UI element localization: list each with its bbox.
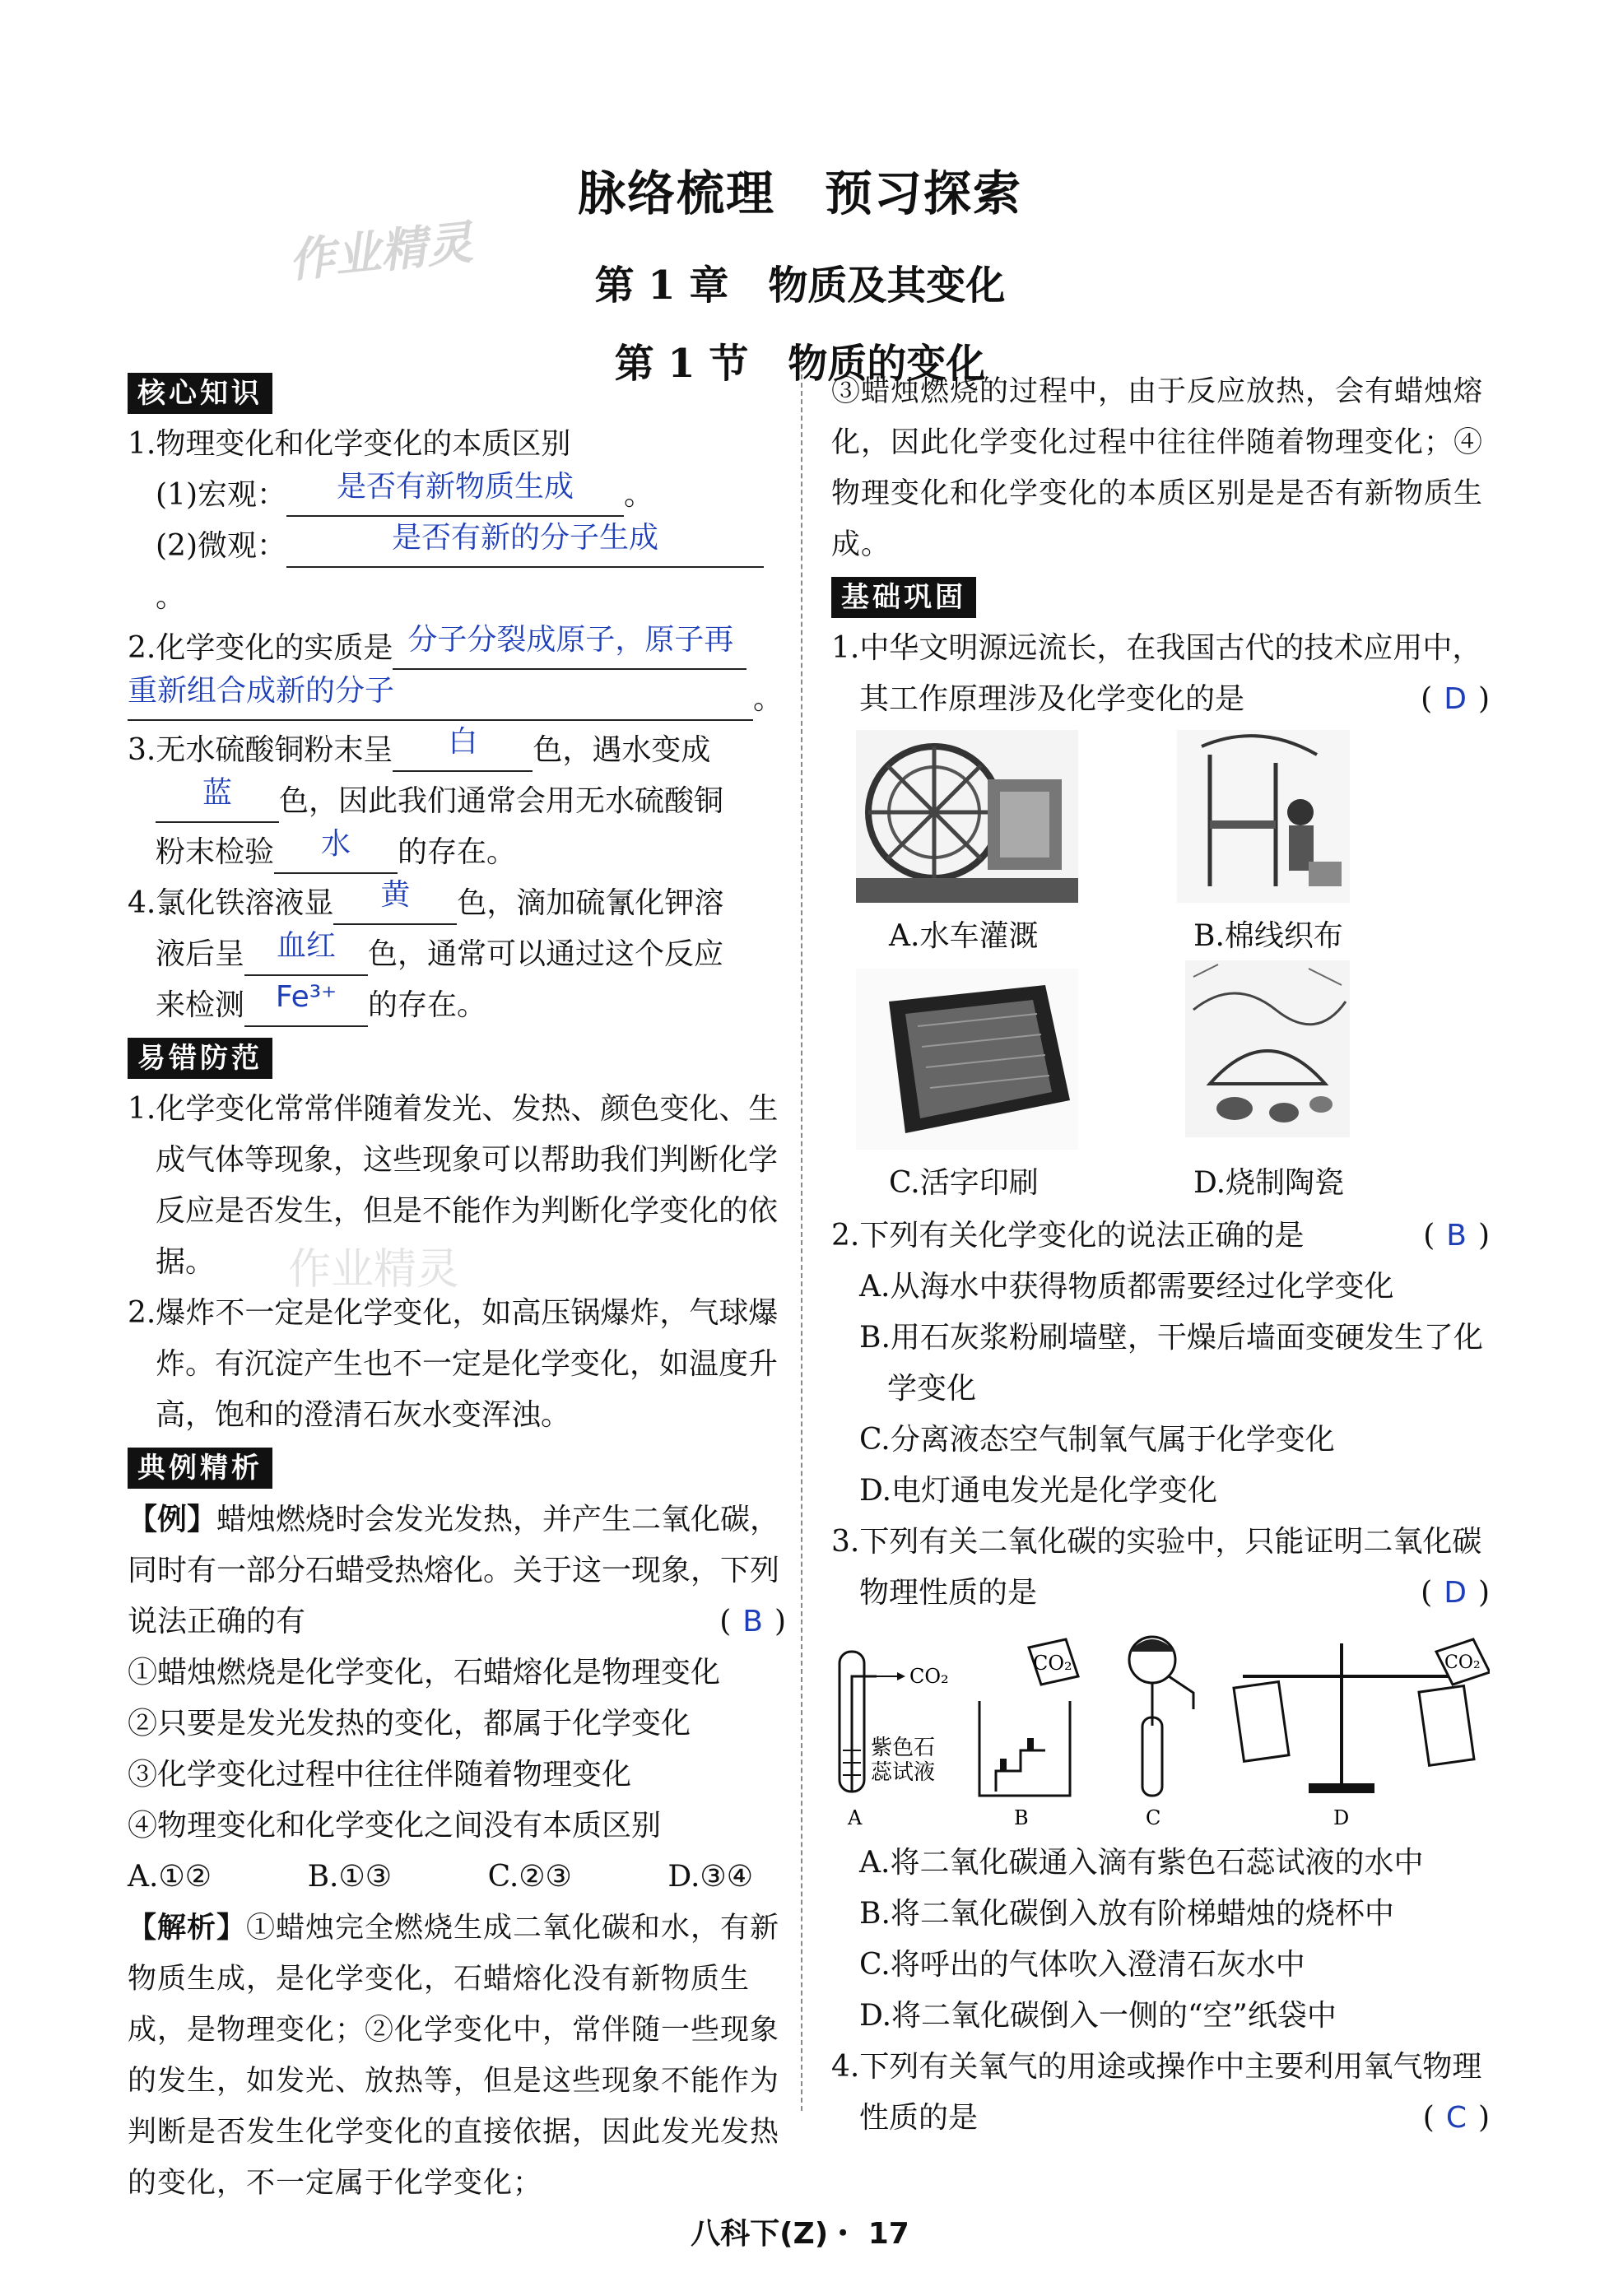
b1-figures xyxy=(831,730,1490,1207)
q4-text-c: 液后呈 xyxy=(156,937,245,971)
watermark-mid: 作业精灵 xyxy=(288,1245,460,1294)
q3-line3 xyxy=(128,827,786,878)
exp-label-a: A xyxy=(848,1806,863,1829)
example-tag: 典例精析 xyxy=(128,1448,272,1489)
basic-tag: 基础巩固 xyxy=(831,577,976,618)
q1-micro-label: (2)微观： xyxy=(156,529,286,563)
watermark: 作业精灵 xyxy=(286,216,476,289)
example-option-b: B.①③ xyxy=(307,1860,393,1894)
example-options xyxy=(128,1852,786,1903)
test-tube-c xyxy=(1142,1717,1162,1796)
exp-label-c: C xyxy=(1146,1806,1161,1829)
q1-macro: (1)宏观： 是否有新物质生成 。 xyxy=(128,470,786,521)
chapter-title: 第 1 章 物质及其变化 xyxy=(594,263,1006,309)
section-title: 第 1 节 物质的变化 xyxy=(614,341,986,387)
b2-option-d: D.电灯通电发光是化学变化 xyxy=(859,1474,1218,1508)
litmus-label-2: 蕊试液 xyxy=(871,1760,936,1785)
q4-text-b: 色，滴加硫氰化钾溶 xyxy=(457,886,724,920)
q4-line3 xyxy=(128,980,786,1031)
q4-blank-1 xyxy=(333,878,457,925)
b2-answer: B xyxy=(1446,1219,1467,1253)
analysis-label: 【解析】 xyxy=(128,1911,247,1945)
q2-answer-1: 分子分裂成原子，原子再 xyxy=(407,623,734,657)
q3-text-c: 色，因此我们通常会用无水硫酸铜 xyxy=(279,784,724,818)
q4-answer-3: Fe³⁺ xyxy=(275,980,337,1014)
q4-text-d: 色，通常可以通过这个反应 xyxy=(368,937,724,971)
b3-choice: ( D ) xyxy=(1421,1576,1490,1610)
example-choice: ( B ) xyxy=(719,1605,786,1638)
b2-option-b: B.用石灰浆粉刷墙壁，干燥后墙面变硬发生了化学变化 xyxy=(859,1321,1483,1406)
q1-macro-answer: 是否有新物质生成 xyxy=(336,470,574,504)
q3 xyxy=(128,725,786,776)
q3-text-e: 的存在。 xyxy=(398,835,517,869)
b2-choice: ( B ) xyxy=(1423,1219,1490,1253)
q3-blank-2 xyxy=(156,776,279,823)
b2-stem xyxy=(831,1211,1490,1262)
b4-stem xyxy=(831,2042,1490,2144)
q4-answer-1: 黄 xyxy=(380,878,411,912)
q4-line2 xyxy=(128,929,786,980)
q3-text-a: 3.无水硫酸铜粉末呈 xyxy=(128,733,393,767)
b3-answer: D xyxy=(1444,1576,1467,1610)
q1-macro-blank xyxy=(286,470,624,517)
b2-option-c: C.分离液态空气制氧气属于化学变化 xyxy=(859,1423,1335,1457)
b3-option-b: B.将二氧化碳倒入放有阶梯蜡烛的烧杯中 xyxy=(859,1897,1394,1931)
core-knowledge-tag: 核心知识 xyxy=(128,373,272,414)
q4-text-a: 4.氯化铁溶液显 xyxy=(128,886,334,920)
co2-label-a: CO₂ xyxy=(909,1665,949,1688)
analysis-text: ①蜡烛完全燃烧生成二氧化碳和水，有新物质生成，是化学变化，石蜡熔化没有新物质生成，是物理变化；②化学变化中，常伴随一些现象的发生，如发光、放热等，但是这些现象不能作为判断是否发生化学变化的直接依据，因此发光发热的变化，不一定属于化学变化； xyxy=(128,1912,780,2200)
exp-label-b: B xyxy=(1014,1806,1029,1829)
q2 xyxy=(128,623,786,674)
title-block xyxy=(0,155,1600,388)
q4-blank-3 xyxy=(244,980,368,1027)
b4-answer: C xyxy=(1445,2101,1467,2135)
q2-prefix: 2.化学变化的实质是 xyxy=(128,631,393,665)
q3-line2 xyxy=(128,776,786,827)
left-column xyxy=(128,366,786,2209)
paper-bag-right xyxy=(1419,1686,1474,1766)
example-text: 蜡烛燃烧时会发光发热，并产生二氧化碳，同时有一部分石蜡受热熔化。关于这一现象，下列说法正确的有 xyxy=(128,1503,780,1638)
co2-label-d: CO₂ xyxy=(1444,1652,1481,1673)
q3-text-d: 粉末检验 xyxy=(156,835,275,869)
q1-stem: 1.物理变化和化学变化的本质区别 xyxy=(128,427,571,461)
b1-answer: D xyxy=(1444,682,1467,716)
analysis-continued: ③蜡烛燃烧的过程中，由于反应放热，会有蜡烛熔化，因此化学变化过程中往往伴随着物理变化；④物理变化和化学变化的本质区别是是否有新物质生成。 xyxy=(831,375,1484,561)
q4-blank-2 xyxy=(244,929,368,976)
q1-macro-label: (1)宏观： xyxy=(156,478,286,512)
main-title: 脉络梳理 预习探索 xyxy=(577,165,1022,221)
q4-answer-2: 血红 xyxy=(277,929,337,963)
column-divider xyxy=(801,366,802,2111)
b1-caption-a: A.水车灌溉 xyxy=(889,919,1039,953)
example-option-c: C.②③ xyxy=(487,1860,572,1894)
b3-option-d: D.将二氧化碳倒入一侧的“空”纸袋中 xyxy=(859,1999,1337,2033)
q4-text-e: 来检测 xyxy=(156,988,245,1022)
beaker-b xyxy=(979,1701,1070,1796)
error-prevention-tag: 易错防范 xyxy=(128,1038,272,1079)
q3-blank-3 xyxy=(274,827,398,874)
example-option-a: A.①② xyxy=(128,1860,212,1894)
q3-answer-1: 白 xyxy=(448,725,478,759)
q1-micro-answer: 是否有新的分子生成 xyxy=(391,521,658,555)
q4 xyxy=(128,878,786,929)
b1-stem xyxy=(831,623,1490,725)
b2-option-a: A.从海水中获得物质都需要经过化学变化 xyxy=(859,1270,1394,1304)
co2-label-b: CO₂ xyxy=(1033,1652,1072,1675)
example-s4: ④物理变化和化学变化之间没有本质区别 xyxy=(128,1809,662,1843)
b3-option-a: A.将二氧化碳通入滴有紫色石蕊试液的水中 xyxy=(859,1846,1424,1880)
err-item-2: 2.爆炸不一定是化学变化，如高压锅爆炸，气球爆炸。有沉淀产生也不一定是化学变化，如温度升高，饱和的澄清石灰水变浑浊。 xyxy=(128,1296,779,1432)
b4-text: 4.下列有关氧气的用途或操作中主要利用氧气物理性质的是 xyxy=(831,2050,1482,2135)
b2-text: 2.下列有关化学变化的说法正确的是 xyxy=(831,1219,1305,1253)
analysis xyxy=(128,1903,786,2209)
b1-caption-c: C.活字印刷 xyxy=(889,1166,1039,1200)
example-stem xyxy=(128,1494,786,1648)
paper-bag-left xyxy=(1234,1682,1289,1762)
q3-answer-3: 水 xyxy=(321,827,351,861)
q3-text-b: 色，遇水变成 xyxy=(533,733,711,767)
b3-text: 3.下列有关二氧化碳的实验中，只能证明二氧化碳物理性质的是 xyxy=(831,1525,1482,1610)
page-footer: 八科下(Z)・ 17 xyxy=(691,2217,909,2251)
err-item-1: 1.化学变化常常伴随着发光、发热、颜色变化、生成气体等现象，这些现象可以帮助我们判断化学反应是否发生，但是不能作为判断化学变化的依据。 xyxy=(128,1092,779,1279)
pottery-image xyxy=(1185,960,1350,1137)
q2-blank-1 xyxy=(393,623,747,670)
movable-type-image xyxy=(856,969,1078,1150)
q4-text-f: 的存在。 xyxy=(368,988,487,1022)
example-s3: ③化学变化过程中往往伴随着物理变化 xyxy=(128,1758,632,1792)
right-column xyxy=(831,366,1490,2144)
example-s2: ②只要是发光发热的变化，都属于化学变化 xyxy=(128,1707,691,1741)
example-s1: ①蜡烛燃烧是化学变化，石蜡熔化是物理变化 xyxy=(128,1656,721,1689)
b3-stem xyxy=(831,1517,1490,1619)
b3-figure xyxy=(831,1627,1490,1833)
waterwheel-image xyxy=(856,730,1078,903)
example-answer: B xyxy=(742,1605,763,1638)
example-option-d: D.③④ xyxy=(667,1860,753,1894)
b3-option-c: C.将呼出的气体吹入澄清石灰水中 xyxy=(859,1948,1305,1982)
q3-blank-1 xyxy=(393,725,533,772)
b1-choice: ( D ) xyxy=(1421,682,1490,716)
weaving-image xyxy=(1177,730,1350,903)
q2-blank-2 xyxy=(128,674,753,721)
exp-label-d: D xyxy=(1333,1806,1350,1829)
litmus-label-1: 紫色石 xyxy=(871,1736,936,1760)
q1-micro: (2)微观： 是否有新的分子生成。 xyxy=(128,521,786,623)
q2-line2: 重新组合成新的分子 。 xyxy=(128,674,786,725)
q1-micro-blank xyxy=(286,521,764,568)
co2-experiments-diagram xyxy=(831,1627,1490,1833)
example-label: 【例】 xyxy=(128,1502,217,1536)
b1-caption-d: D.烧制陶瓷 xyxy=(1193,1166,1345,1200)
b1-text: 1.中华文明源远流长，在我国古代的技术应用中，其工作原理涉及化学变化的是 xyxy=(831,631,1482,716)
b1-caption-b: B.棉线织布 xyxy=(1193,919,1343,953)
q2-answer-2: 重新组合成新的分子 xyxy=(128,674,395,708)
q3-answer-2: 蓝 xyxy=(202,776,232,810)
b4-choice: ( C ) xyxy=(1422,2101,1490,2135)
